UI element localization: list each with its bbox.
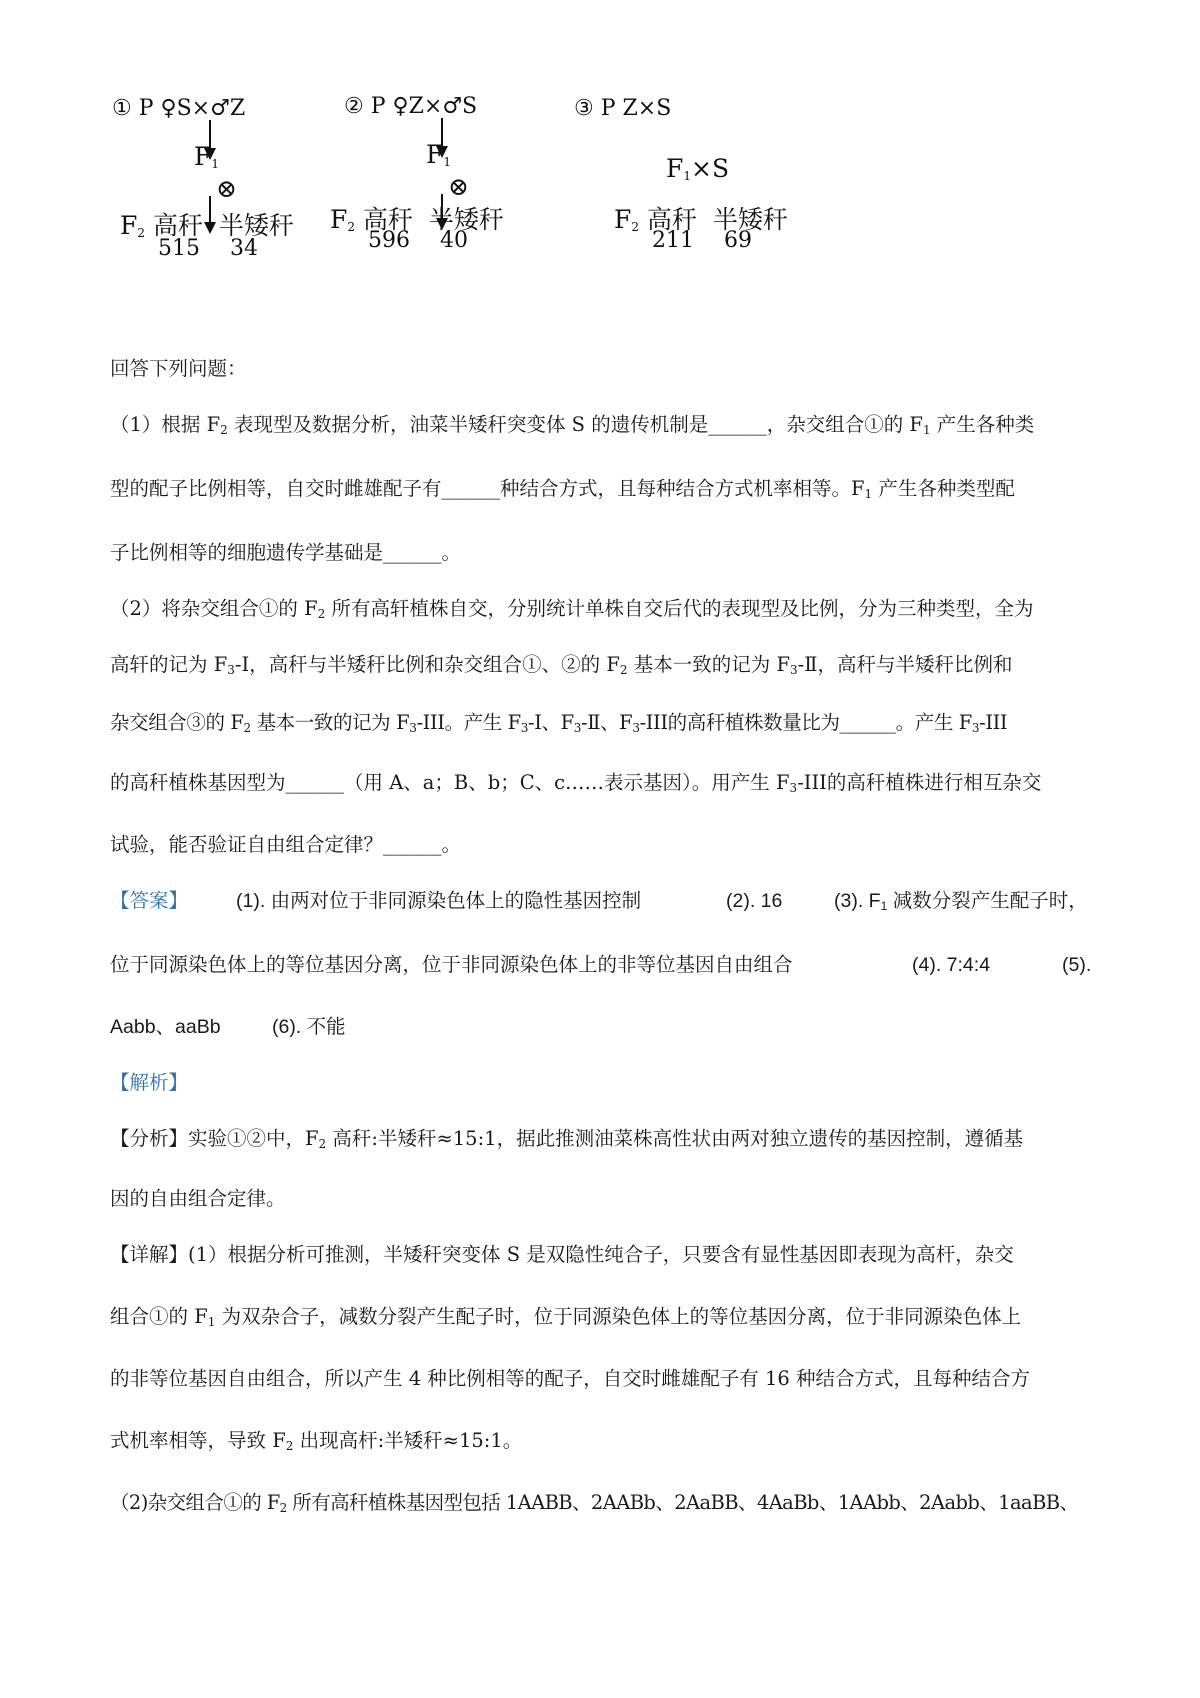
intro-text: 回答下列问题： [110,357,247,380]
answer-4: (4). 7:4:4 [912,954,991,976]
cross-1-dwarf-count: 34 [230,236,258,261]
cross-3-tall-count: 211 [652,228,694,253]
xiangjie-line-1: 【详解】(1）根据分析可推测，半矮秆突变体 S 是双隐性纯合子，只要含有显性基因即表现为高杆，杂交 [110,1243,1014,1266]
cross-1-parents: ① P ♀S×♂Z [112,96,246,121]
cross-1-f1: $F_1$ [194,142,219,171]
selfing-icon: ⊗ [448,172,469,201]
fenxi-line-2: 因的自由组合定律。 [110,1187,286,1210]
question-2-line-5: 试验，能否验证自由组合定律？______。 [110,833,462,856]
cross-3-parents: ③ P Z×S [574,96,672,121]
xiangjie-line-2: 组合①的 $F_1$ 为双杂合子，减数分裂产生配子时，位于同源染色体上的等位基因分离，位于非同源染色体上 [110,1305,1022,1329]
question-1-line-3: 子比例相等的细胞遗传学基础是______。 [110,541,462,564]
question-1-line-1: （1）根据 $F_2$ 表现型及数据分析，油菜半矮秆突变体 S 的遗传机制是______，杂交组合①的 $F_1$ 产生各种类 [110,413,1035,437]
cross-2-parents: ② P ♀Z×♂S [344,94,478,119]
xiangjie-line-5: （2)杂交组合①的 $F_2$ 所有高秆植株基因型包括 1AABB、2AABb、2AaBB、4AaBb、1AAbb、2Aabb、1aaBB、 [110,1491,1079,1515]
cross-2-f1: $F_1$ [426,140,451,169]
selfing-icon: ⊗ [216,174,237,203]
cross-1-f2: $F_2$ 高秆 半矮秆 [120,211,294,240]
answer-5-label: (5). [1062,954,1092,976]
question-2-line-1: （2）将杂交组合①的 $F_2$ 所有高轩植株自交，分别统计单株自交后代的表现型及比例，分为三种类型，全为 [110,597,1034,621]
answer-6: (6). 不能 [272,1016,346,1038]
cross-3-dwarf-count: 69 [724,228,752,253]
answer-line-1 [110,890,1100,912]
cross-2-f2: $F_2$ 高秆 半矮秆 [330,205,504,234]
question-1-line-2: 型的配子比例相等，自交时雌雄配子有______种结合方式，且每种结合方式机率相等。$F_1$ 产生各种类型配 [110,477,1015,501]
analysis-tag: 【解析】 [110,1071,189,1094]
xiangjie-line-3: 的非等位基因自由组合，所以产生 4 种比例相等的配子，自交时雌雄配子有 16 种结合方式，且每种结合方 [110,1367,1031,1390]
fenxi-line-1: 【分析】实验①②中，$F_2$ 高秆:半矮秆≈15:1，据此推测油菜株高性状由两对独立遗传的基因控制，遵循基 [110,1127,1024,1151]
xiangjie-line-4: 式机率相等，导致 $F_2$ 出现高杆:半矮秆≈15:1。 [110,1429,523,1453]
question-2-line-3: 杂交组合③的 $F_2$ 基本一致的记为 $F_3$-III。产生 $F_3-Ⅰ$、$F_3-Ⅱ$、$F_3$-III的高秆植株数量比为______。产生 $F_3$-III [110,711,1008,735]
answer-3: (3). $F_1$ 减数分裂产生配子时， [834,890,1088,913]
answer-2: (2). 16 [726,890,783,912]
answer-1: (1). 由两对位于非同源染色体上的隐性基因控制 [236,890,642,912]
cross-3-f1-backcross: $F_1\times S$ [666,154,730,183]
cross-1-tall-count: 515 [158,236,200,261]
answer-line-3 [110,1016,1100,1038]
question-2-line-2: 高轩的记为 $F_3-Ⅰ$，高秆与半矮秆比例和杂交组合①、②的 $F_2$ 基本一致的记为 $F_3-Ⅱ$，高秆与半矮秆比例和 [110,653,1013,677]
cross-2-tall-count: 596 [368,228,410,253]
answer-line-2 [110,954,1100,976]
answer-3-continued: 位于同源染色体上的等位基因分离，位于非同源染色体上的非等位基因自由组合 [110,954,793,976]
cross-3-f2: $F_2$ 高秆 半矮秆 [614,205,788,234]
cross-2-dwarf-count: 40 [440,228,468,253]
answer-tag: 【答案】 [110,889,189,912]
question-2-line-4: 的高秆植株基因型为______（用 A、a；B、b；C、c……表示基因）。用产生 $F_3$-III的高秆植株进行相互杂交 [110,771,1042,795]
answer-5-value: Aabb、aaBb [110,1016,221,1038]
